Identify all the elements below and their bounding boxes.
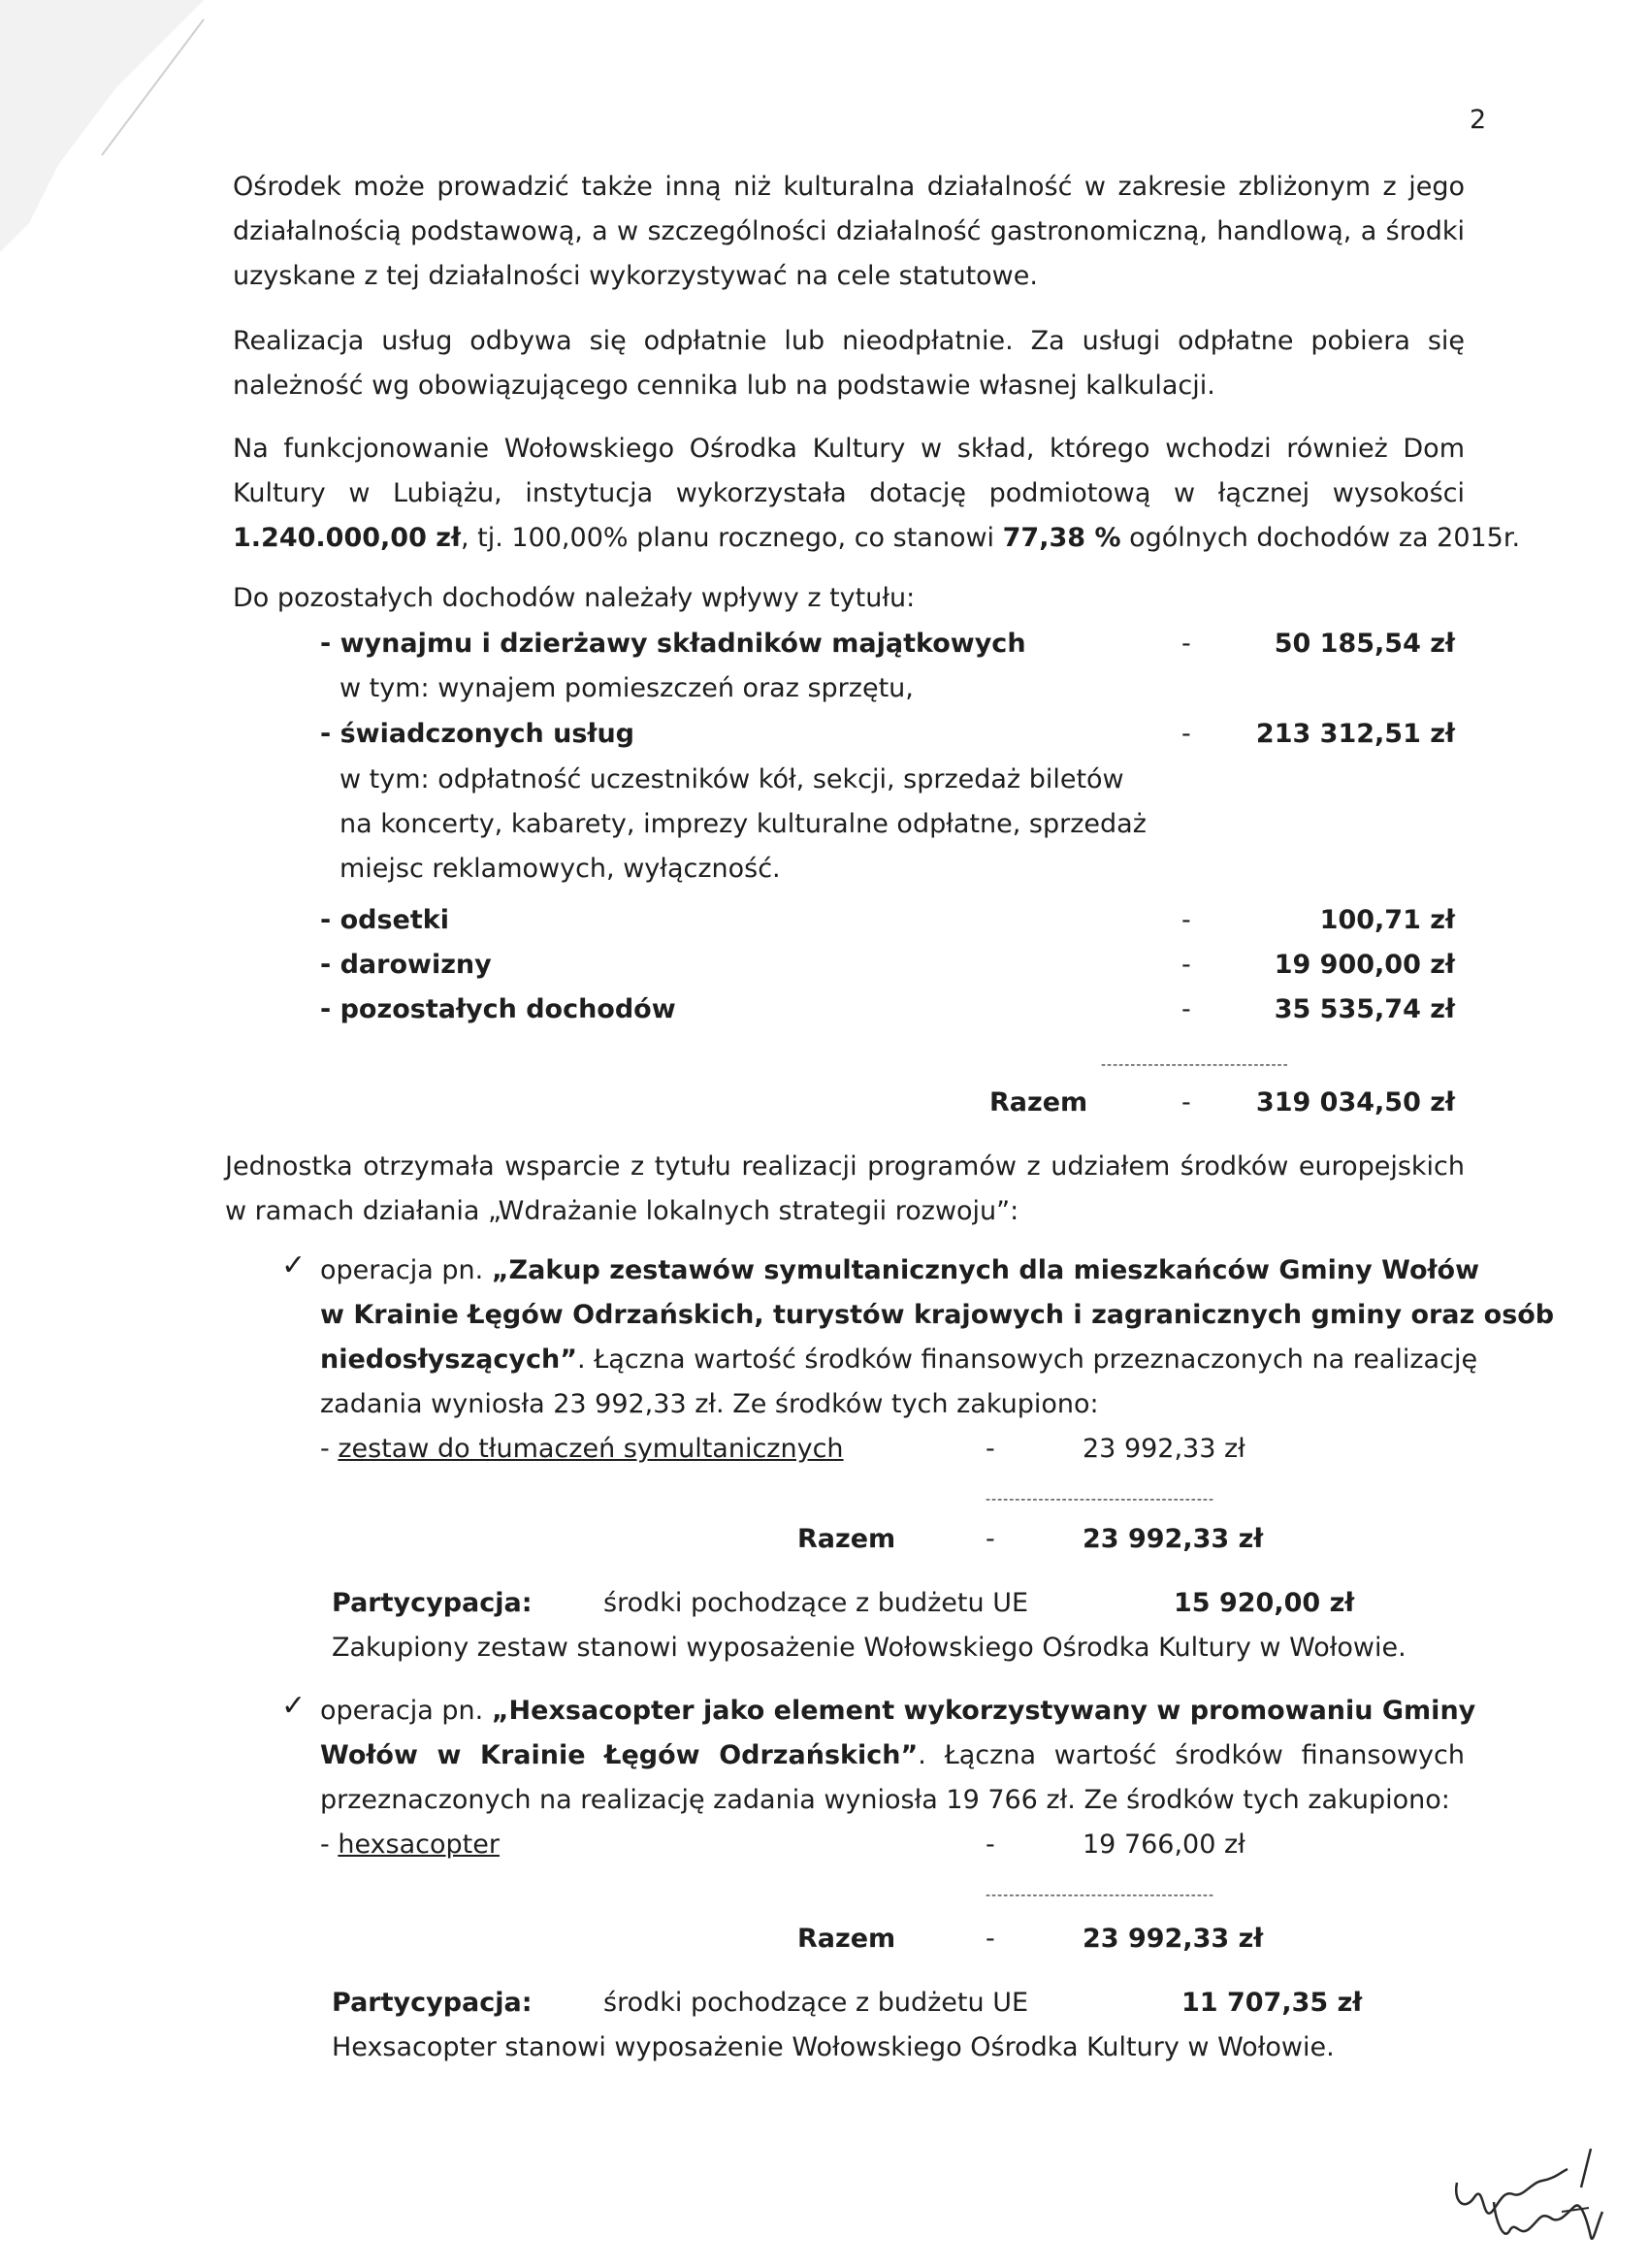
op1-line1: operacja pn. „Zakup zestawów symultanicznych dla mieszkańców Gminy Wołów xyxy=(320,1255,1480,1285)
dash: - xyxy=(986,1434,995,1464)
intro-p3-line2: Kultury w Lubiążu, instytucja wykorzystała dotację podmiotową w łącznej wysokości xyxy=(233,478,1465,508)
income-services-amount: 213 312,51 zł xyxy=(1255,719,1455,749)
intro-p2-line2: należność wg obowiązującego cennika lub na podstawie własnej kalkulacji. xyxy=(233,371,1215,401)
subsidy-share: 77,38 % xyxy=(1002,523,1121,553)
income-services-note-1: w tym: odpłatność uczestników kół, sekcji, sprzedaż biletów xyxy=(340,764,1124,794)
op2-line3: przeznaczonych na realizację zadania wyniosła 19 766 zł. Ze środków tych zakupiono: xyxy=(320,1785,1450,1815)
op1-participation-source: środki pochodzące z budżetu UE xyxy=(603,1588,1029,1618)
dash: - xyxy=(1181,950,1191,980)
dash: - xyxy=(1181,994,1191,1024)
checkmark-icon: ✓ xyxy=(281,1689,307,1723)
income-donations-amount: 19 900,00 zł xyxy=(1274,950,1455,980)
op2-line2: Wołów w Krainie Łęgów Odrzańskich”. Łączna wartość środków finansowych xyxy=(320,1740,1465,1770)
op1-title: „Zakup zestawów symultanicznych dla mieszkańców Gminy Wołów xyxy=(491,1255,1480,1285)
op2-participation-label: Partycypacja: xyxy=(332,1988,533,2018)
handwritten-signature xyxy=(1445,2144,1610,2251)
dash: - xyxy=(986,1924,995,1954)
op1-item-label: zestaw do tłumaczeń symultanicznych xyxy=(338,1434,844,1464)
op1-participation-amount: 15 920,00 zł xyxy=(1174,1588,1355,1618)
income-rental-note: w tym: wynajem pomieszczeń oraz sprzętu, xyxy=(340,673,914,703)
intro-p1-line1: Ośrodek może prowadzić także inną niż kulturalna działalność w zakresie zbliżonym z jego xyxy=(233,172,1465,202)
op1-item-amount: 23 992,33 zł xyxy=(1083,1434,1245,1464)
income-donations-label: - darowizny xyxy=(320,950,492,980)
income-services-note-2: na koncerty, kabarety, imprezy kulturalne odpłatne, sprzedaż xyxy=(340,809,1147,839)
op1-total-label: Razem xyxy=(797,1524,896,1554)
op1-item: - zestaw do tłumaczeń symultanicznych xyxy=(320,1434,844,1464)
dash: - xyxy=(986,1524,995,1554)
income-total-label: Razem xyxy=(989,1087,1088,1118)
income-rental-amount: 50 185,54 zł xyxy=(1274,629,1455,659)
op1-total-amount: 23 992,33 zł xyxy=(1083,1524,1264,1554)
op1-note: Zakupiony zestaw stanowi wyposażenie Wołowskiego Ośrodka Kultury w Wołowie. xyxy=(332,1633,1406,1663)
op2-note: Hexsacopter stanowi wyposażenie Wołowskiego Ośrodka Kultury w Wołowie. xyxy=(332,2032,1335,2062)
intro-p1-line2: działalnością podstawową, a w szczególności działalność gastronomiczną, handlową, a środki xyxy=(233,216,1465,246)
dash: - xyxy=(986,1830,995,1860)
intro-p3-line3: 1.240.000,00 zł, tj. 100,00% planu rocznego, co stanowi 77,38 % ogólnych dochodów za 2015r. xyxy=(233,523,1521,553)
income-interest-amount: 100,71 zł xyxy=(1319,905,1455,935)
income-rental-label: - wynajmu i dzierżawy składników majątkowych xyxy=(320,629,1026,659)
op1-line2: w Krainie Łęgów Odrzańskich, turystów krajowych i zagranicznych gminy oraz osób xyxy=(320,1300,1555,1330)
dash: - xyxy=(1181,905,1191,935)
op2-item: - hexsacopter xyxy=(320,1830,500,1860)
op2-separator: --------------------------------------- xyxy=(986,1888,1215,1903)
eu-intro-line2: w ramach działania „Wdrażanie lokalnych strategii rozwoju”: xyxy=(225,1196,1019,1226)
income-separator: -------------------------------- xyxy=(1101,1057,1289,1073)
intro-p1-line3: uzyskane z tej działalności wykorzystywać na cele statutowe. xyxy=(233,261,1038,291)
eu-intro-line1: Jednostka otrzymała wsparcie z tytułu realizacji programów z udziałem środków europejskich xyxy=(225,1151,1465,1182)
checkmark-icon: ✓ xyxy=(281,1248,307,1282)
intro-p3-line1: Na funkcjonowanie Wołowskiego Ośrodka Kultury w skład, którego wchodzi również Dom xyxy=(233,434,1465,464)
op2-total-label: Razem xyxy=(797,1924,896,1954)
income-services-label: - świadczonych usług xyxy=(320,719,634,749)
op2-item-label: hexsacopter xyxy=(338,1830,500,1860)
dash: - xyxy=(1181,1087,1191,1118)
intro-p4: Do pozostałych dochodów należały wpływy z tytułu: xyxy=(233,583,916,613)
income-other-label: - pozostałych dochodów xyxy=(320,994,676,1024)
op1-separator: --------------------------------------- xyxy=(986,1492,1215,1507)
op2-line1: operacja pn. „Hexsacopter jako element wykorzystywany w promowaniu Gminy xyxy=(320,1696,1476,1726)
op1-line3: niedosłyszących”. Łączna wartość środków finansowych przeznaczonych na realizację xyxy=(320,1345,1478,1375)
op2-title: „Hexsacopter jako element wykorzystywany w promowaniu Gminy xyxy=(491,1696,1476,1726)
income-services-note-3: miejsc reklamowych, wyłączność. xyxy=(340,854,781,884)
intro-p2-line1: Realizacja usług odbywa się odpłatnie lub nieodpłatnie. Za usługi odpłatne pobiera się xyxy=(233,326,1465,356)
op2-item-amount: 19 766,00 zł xyxy=(1083,1830,1245,1860)
op2-participation-source: środki pochodzące z budżetu UE xyxy=(603,1988,1029,2018)
op1-participation-label: Partycypacja: xyxy=(332,1588,533,1618)
income-interest-label: - odsetki xyxy=(320,905,449,935)
income-total-amount: 319 034,50 zł xyxy=(1255,1087,1455,1118)
page-number: 2 xyxy=(1470,105,1487,135)
op2-participation-amount: 11 707,35 zł xyxy=(1181,1988,1363,2018)
dash: - xyxy=(1181,719,1191,749)
subsidy-amount: 1.240.000,00 zł xyxy=(233,523,461,553)
income-other-amount: 35 535,74 zł xyxy=(1274,994,1455,1024)
op1-line4: zadania wyniosła 23 992,33 zł. Ze środków tych zakupiono: xyxy=(320,1389,1099,1419)
op2-total-amount: 23 992,33 zł xyxy=(1083,1924,1264,1954)
dash: - xyxy=(1181,629,1191,659)
